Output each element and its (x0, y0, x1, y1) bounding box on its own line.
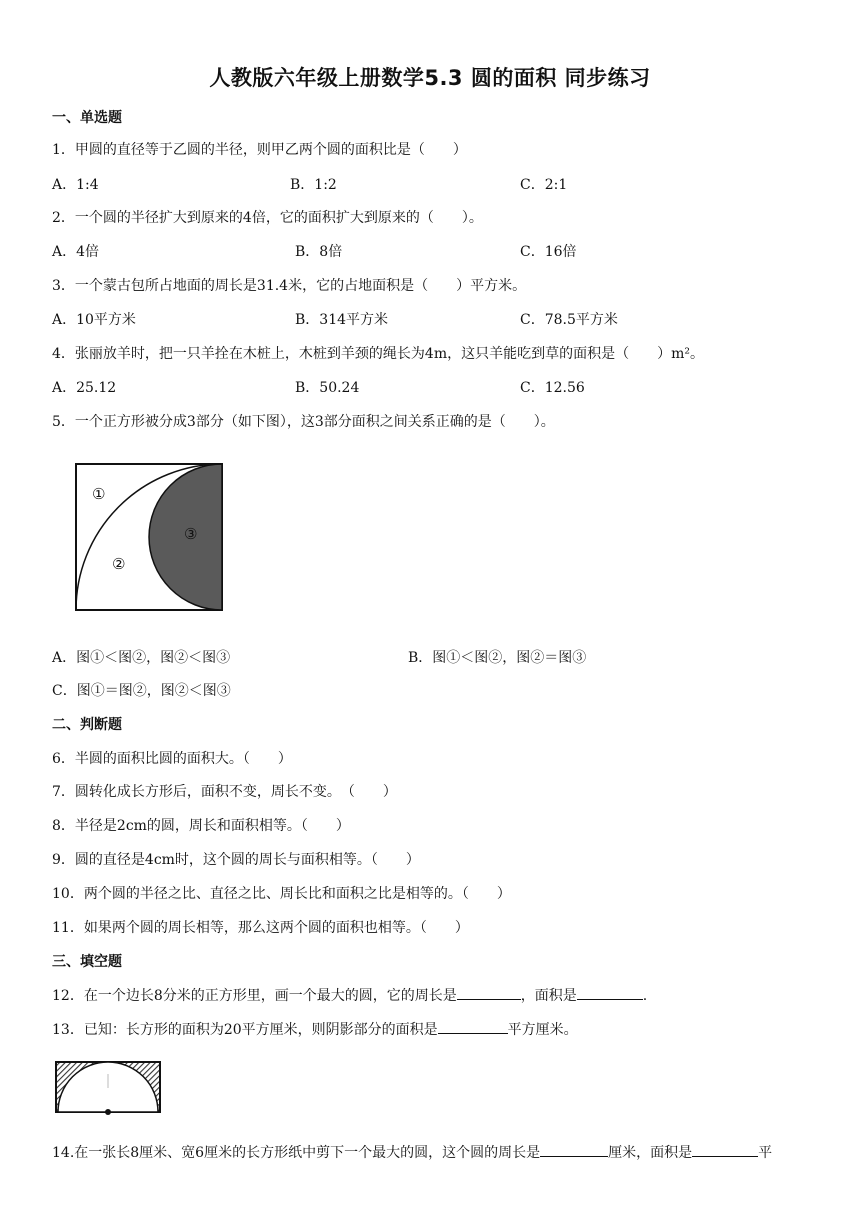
question-7: 7．圆转化成长方形后，面积不变，周长不变。 （ ） (52, 784, 397, 800)
question-9: 9．圆的直径是4cm时，这个圆的周长与面积相等。（ ） (52, 852, 420, 868)
q2-option-b: B．8倍 (295, 244, 343, 260)
q14-blank-1[interactable] (540, 1142, 608, 1157)
q1-option-a: A．1:4 (52, 177, 99, 193)
question-14 (52, 1142, 772, 1162)
page-title: 人教版六年级上册数学5.3 圆的面积 同步练习 (209, 66, 651, 90)
q5-square-figure (70, 458, 230, 618)
region-label-1: ① (92, 485, 106, 503)
q3-option-b: B．314平方米 (295, 312, 389, 328)
q13-rectangle-figure (52, 1058, 164, 1116)
question-1: 1．甲圆的直径等于乙圆的半径，则甲乙两个圆的面积比是（ ） (52, 142, 467, 158)
q14-text-3: 平 (758, 1145, 773, 1161)
q5-option-a: A．图①＜图②，图②＜图③ (52, 650, 231, 666)
question-3: 3．一个蒙古包所占地面的周长是31.4米，它的占地面积是（ ）平方米。 (52, 278, 527, 294)
q2-option-a: A．4倍 (52, 244, 100, 260)
section-single-choice: 一、单选题 (52, 110, 122, 126)
section-true-false: 二、判断题 (52, 717, 122, 733)
q5-option-c: C．图①＝图②，图②＜图③ (52, 683, 231, 699)
q14-text-1: 14.在一张长8厘米、宽6厘米的长方形纸中剪下一个最大的圆，这个圆的周长是 (52, 1145, 541, 1161)
question-12 (52, 985, 647, 1005)
q14-blank-2[interactable] (692, 1142, 758, 1157)
region-label-2: ② (112, 555, 126, 573)
q13-blank[interactable] (438, 1019, 508, 1034)
q1-option-c: C．2:1 (520, 177, 568, 193)
q12-text-1: 12．在一个边长8分米的正方形里，画一个最大的圆，它的周长是 (52, 988, 457, 1004)
q4-option-c: C．12.56 (520, 380, 585, 396)
region-label-3: ③ (184, 525, 198, 543)
question-8: 8．半径是2cm的圆，周长和面积相等。（ ） (52, 818, 350, 834)
question-6: 6．半圆的面积比圆的面积大。（ ） (52, 751, 292, 767)
q4-option-b: B．50.24 (295, 380, 360, 396)
q12-text-3: . (642, 988, 648, 1004)
q13-text-1: 13．已知：长方形的面积为20平方厘米，则阴影部分的面积是 (52, 1022, 438, 1038)
section-fill-blank: 三、填空题 (52, 954, 122, 970)
q3-option-c: C．78.5平方米 (520, 312, 618, 328)
q14-text-2: 厘米，面积是 (608, 1145, 693, 1161)
q12-blank-2[interactable] (577, 985, 643, 1000)
q1-option-b: B．1:2 (290, 177, 337, 193)
center-dot (105, 1109, 111, 1115)
q13-text-2: 平方厘米。 (507, 1022, 578, 1038)
q4-option-a: A．25.12 (52, 380, 117, 396)
question-13 (52, 1019, 578, 1039)
question-5: 5．一个正方形被分成3部分（如下图），这3部分面积之间关系正确的是（ ）。 (52, 414, 555, 430)
q5-option-b: B．图①＜图②，图②＝图③ (408, 650, 587, 666)
question-2: 2．一个圆的半径扩大到原来的4倍，它的面积扩大到原来的（ ）。 (52, 210, 483, 226)
q3-option-a: A．10平方米 (52, 312, 136, 328)
question-11: 11．如果两个圆的周长相等，那么这两个圆的面积也相等。（ ） (52, 920, 469, 936)
question-4: 4．张丽放羊时，把一只羊拴在木桩上，木桩到羊颈的绳长为4m，这只羊能吃到草的面积是（ ）m²。 (52, 346, 704, 362)
q2-option-c: C．16倍 (520, 244, 577, 260)
q12-text-2: ，面积是 (520, 988, 577, 1004)
question-10: 10．两个圆的半径之比、直径之比、周长比和面积之比是相等的。（ ） (52, 886, 511, 902)
q12-blank-1[interactable] (457, 985, 521, 1000)
